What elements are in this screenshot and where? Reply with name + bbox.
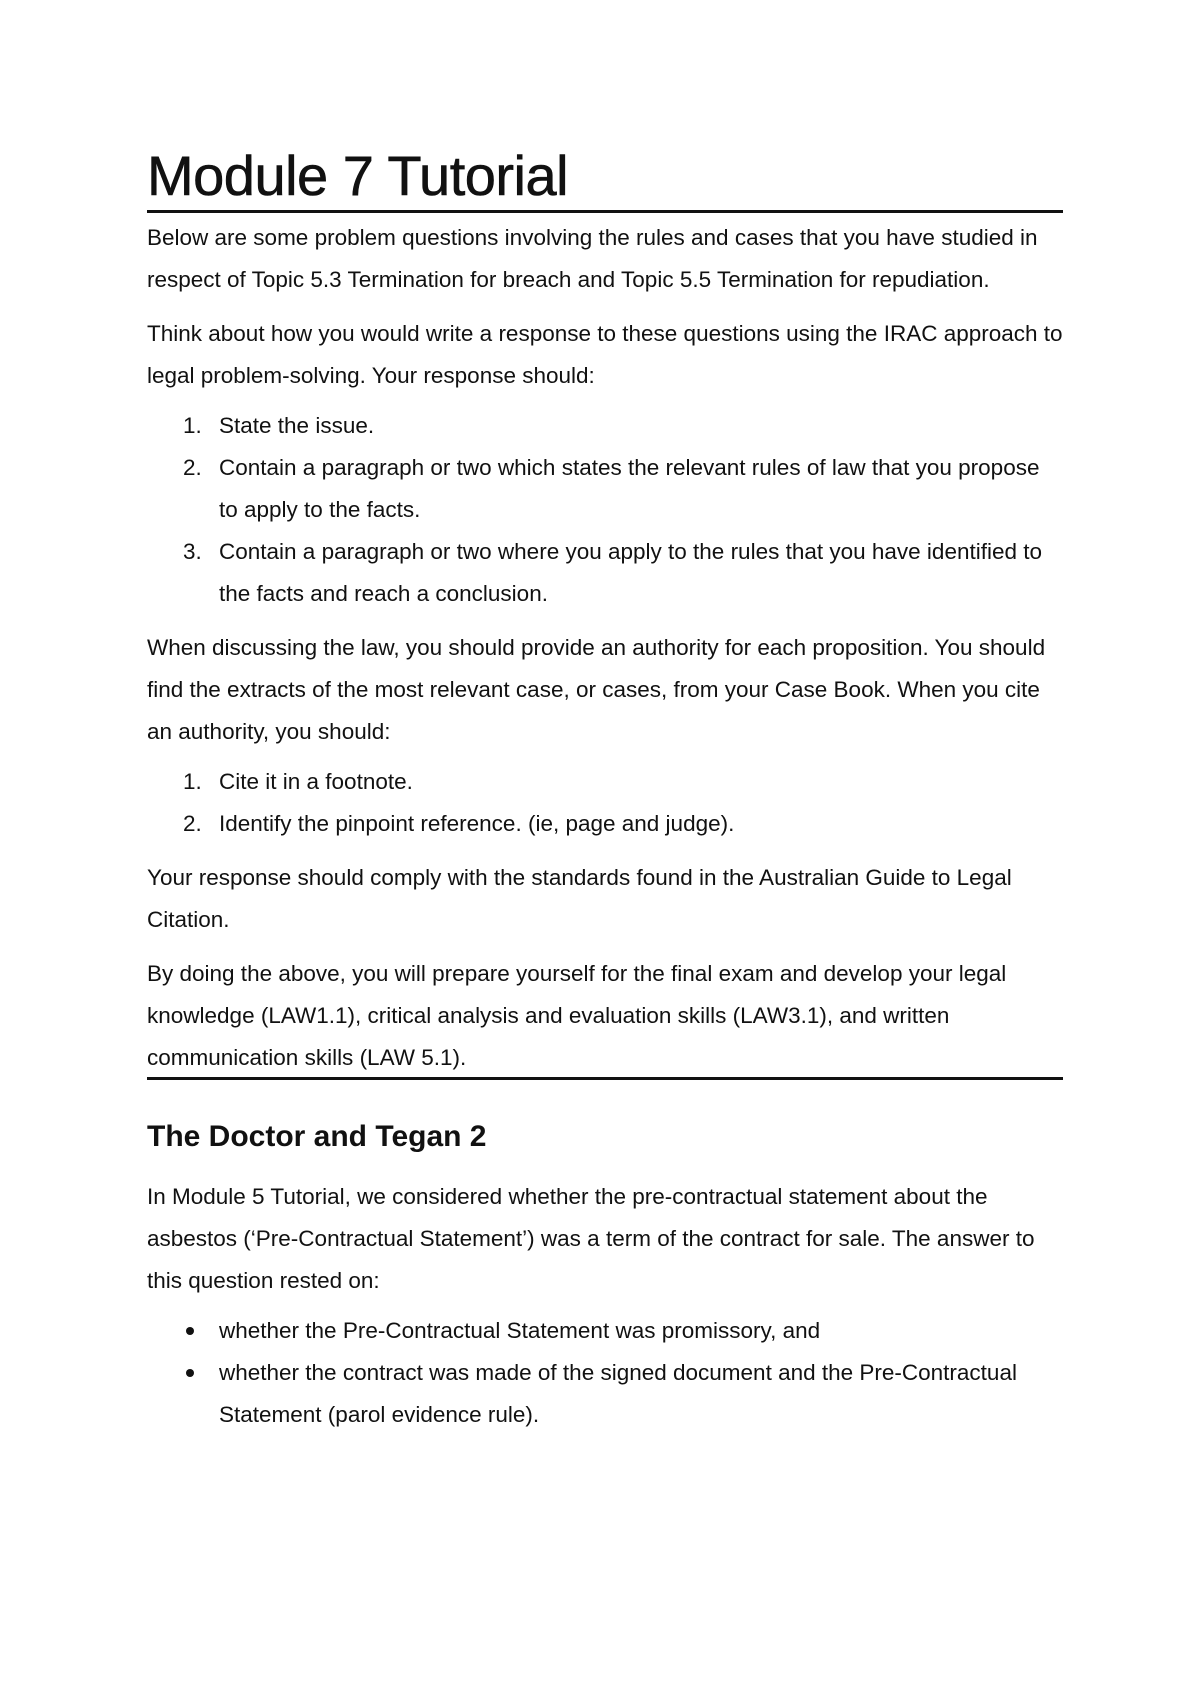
list-item	[147, 531, 1063, 615]
citation-steps-list	[147, 761, 1063, 845]
list-item-text: Cite it in a footnote.	[219, 769, 413, 794]
list-number: 1.	[183, 769, 202, 794]
intro-paragraph-3: When discussing the law, you should provide an authority for each proposition. You should find the extracts of the most relevant case, or cases, from your Case Book. When you cite an authority, you should:	[147, 635, 1046, 744]
list-number: 3.	[183, 539, 202, 564]
list-item-text: Contain a paragraph or two where you apply to the rules that you have identified to the facts and reach a conclusion.	[219, 539, 1043, 606]
page-title: Module 7 Tutorial	[147, 144, 569, 207]
intro-paragraph-1: Below are some problem questions involving the rules and cases that you have studied in respect of Topic 5.3 Termination for breach and Topic 5.5 Termination for repudiation.	[147, 225, 1038, 292]
list-item	[147, 1310, 1063, 1352]
intro-paragraph-2: Think about how you would write a response to these questions using the IRAC approach to legal problem-solving. Your response should:	[147, 321, 1063, 388]
list-item-text: Contain a paragraph or two which states the relevant rules of law that you propose to apply to the facts.	[219, 455, 1040, 522]
document-content	[147, 142, 1063, 1436]
top-divider	[147, 210, 1063, 213]
list-item-text: State the issue.	[219, 413, 375, 438]
list-item	[147, 803, 1063, 845]
irac-steps-list	[147, 405, 1063, 615]
intro-paragraph-4: Your response should comply with the standards found in the Australian Guide to Legal Citation.	[147, 865, 1012, 932]
list-item-text: whether the contract was made of the signed document and the Pre-Contractual Statement (parol evidence rule).	[219, 1360, 1017, 1427]
bullet-icon	[186, 1369, 194, 1377]
list-item	[147, 405, 1063, 447]
list-item	[147, 1352, 1063, 1436]
list-item	[147, 761, 1063, 803]
list-number: 2.	[183, 811, 202, 836]
intro-paragraph-5: By doing the above, you will prepare yourself for the final exam and develop your legal knowledge (LAW1.1), critical analysis and evaluation skills (LAW3.1), and written communication skills (LAW 5.1).	[147, 961, 1007, 1070]
section-bullet-list	[147, 1310, 1063, 1436]
section-heading: The Doctor and Tegan 2	[147, 1120, 487, 1153]
list-item-text: whether the Pre-Contractual Statement was promissory, and	[219, 1318, 821, 1343]
section-paragraph-1: In Module 5 Tutorial, we considered whether the pre-contractual statement about the asbestos (‘Pre-Contractual Statement’) was a term of the contract for sale. The answer to this question rested on:	[147, 1184, 1035, 1293]
list-number: 1.	[183, 413, 202, 438]
list-item-text: Identify the pinpoint reference. (ie, page and judge).	[219, 811, 735, 836]
bullet-icon	[186, 1327, 194, 1335]
list-number: 2.	[183, 455, 202, 480]
list-item	[147, 447, 1063, 531]
